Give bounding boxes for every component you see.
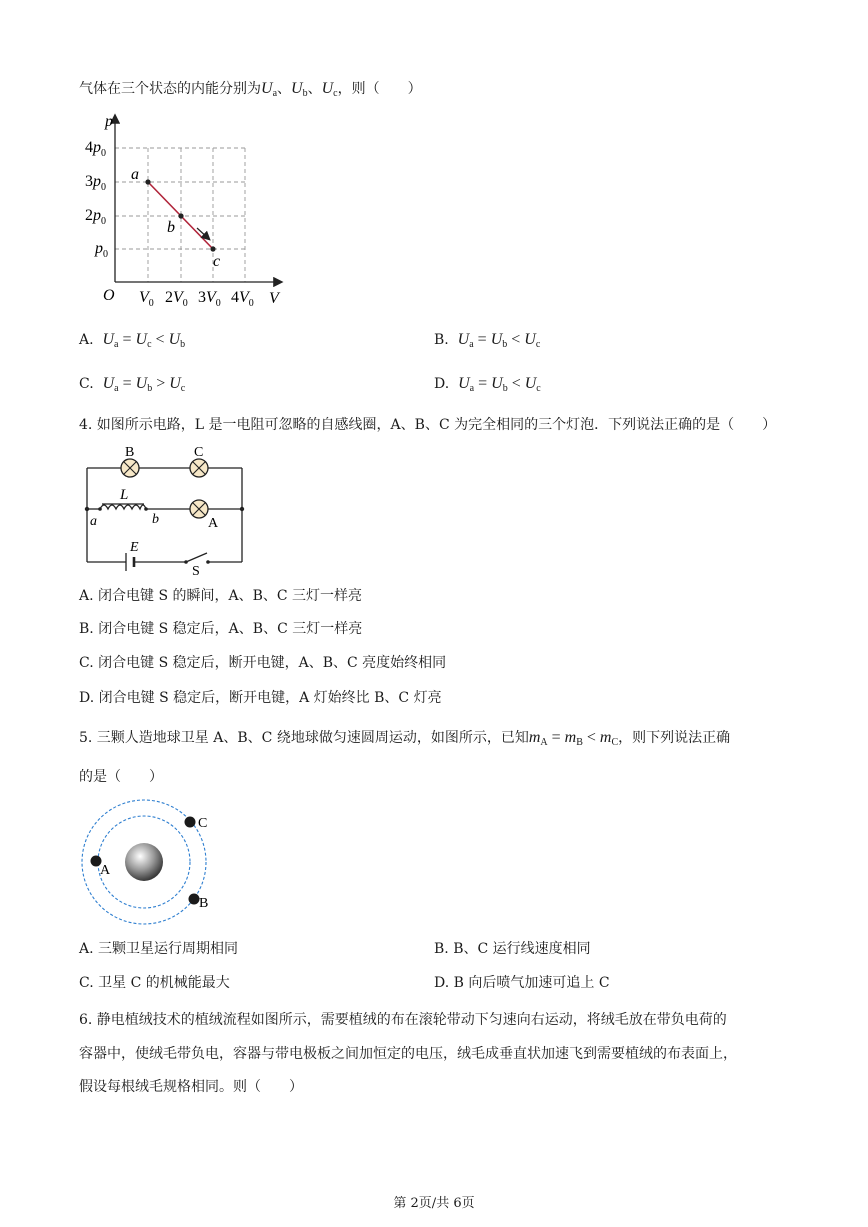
point-b-label: b (167, 219, 175, 236)
label-e: E (130, 540, 139, 555)
q3-option-b[interactable]: B. $U_a = U_b < U_c$ (434, 331, 541, 350)
q6-stem-line3: 假设每根绒毛规格相同。则（ ） (79, 1079, 303, 1095)
q5-option-c[interactable]: C. 卫星 C 的机械能最大 (79, 975, 230, 991)
q4-option-b[interactable]: B. 闭合电键 S 稳定后，A、B、C 三灯一样亮 (79, 621, 363, 637)
label-s: S (192, 564, 200, 579)
origin-label: O (103, 287, 115, 304)
mass-relation: $m_A = m_B < m_C$ (528, 729, 619, 748)
q3-stem: 气体在三个状态的内能分别为$U_a$、$U_b$、$U_c$，则（ ） (79, 80, 422, 99)
q6-stem-line1: 6. 静电植绒技术的植绒流程如图所示，需要植绒的布在滚轮带动下匀速向右运动，将绒毛放在带负电荷的 (79, 1012, 727, 1028)
v-tick-labels (139, 289, 254, 309)
q3-option-c[interactable]: C. $U_a = U_b > U_c$ (79, 375, 186, 394)
q3-option-d[interactable]: D. $U_a = U_b < U_c$ (434, 375, 541, 394)
q3-option-a[interactable]: A. $U_a = U_c < U_b$ (79, 331, 186, 350)
v-tick-4v0: $4V_0$ (231, 289, 254, 309)
state-b-point (178, 213, 183, 218)
p-axis-label: p (105, 113, 113, 130)
label-b: B (125, 445, 135, 460)
inductor-coil (100, 505, 146, 509)
satellite-a-label: A (100, 863, 111, 878)
p-tick-2p0: $2p_0$ (85, 207, 106, 227)
q5-option-d[interactable]: D. B 向后喷气加速可追上 C (434, 975, 610, 991)
v-tick-v0: $V_0$ (139, 289, 154, 309)
label-l: L (120, 487, 129, 503)
switch-lever (186, 553, 207, 562)
point-c-label: c (213, 253, 221, 270)
v-tick-3v0: $3V_0$ (198, 289, 221, 309)
state-c-point (210, 246, 215, 251)
q4-option-d[interactable]: D. 闭合电键 S 稳定后，断开电键，A 灯始终比 B、C 灯亮 (79, 690, 442, 706)
label-a: A (208, 516, 219, 531)
v-tick-2v0: $2V_0$ (165, 289, 188, 309)
lamp-a (190, 500, 208, 518)
circuit-diagram (80, 440, 250, 580)
satellite-b (189, 894, 200, 905)
q5-stem-line2: 的是（ ） (79, 769, 163, 785)
q4-option-a[interactable]: A. 闭合电键 S 的瞬间，A、B、C 三灯一样亮 (79, 588, 363, 604)
v-axis-label: V (269, 290, 279, 307)
p-tick-labels (85, 139, 108, 260)
satellite-b-label: B (199, 896, 209, 911)
q5-option-b[interactable]: B. B、C 运行线速度相同 (434, 941, 591, 957)
q4-option-c[interactable]: C. 闭合电键 S 稳定后，断开电键，A、B、C 亮度始终相同 (79, 655, 447, 671)
terminal-a (98, 507, 102, 511)
q4-stem: 4. 如图所示电路，L 是一电阻可忽略的自感线圈，A、B、C 为完全相同的三个灯泡．下列说法正确的是（ ） (79, 417, 777, 433)
point-a-label: a (131, 166, 139, 183)
p-tick-4p0: $4p_0$ (85, 139, 106, 159)
junction-left (85, 507, 89, 511)
earth (125, 843, 163, 881)
q6-stem-line2: 容器中，使绒毛带负电，容器与带电极板之间加恒定的电压，绒毛成垂直状加速飞到需要植绒的布表面上， (79, 1046, 737, 1062)
pv-graph (85, 112, 295, 317)
satellite-c-label: C (198, 816, 208, 831)
p-tick-p0: $p_0$ (95, 240, 108, 260)
p-tick-3p0: $3p_0$ (85, 173, 106, 193)
label-terminal-b: b (152, 512, 159, 527)
q5-option-a[interactable]: A. 三颗卫星运行周期相同 (79, 941, 239, 957)
q5-stem-line1: 5. 三颗人造地球卫星 A、B、C 绕地球做匀速圆周运动，如图所示，已知$m_A = m_B < m_C$，则下列说法正确 (79, 729, 731, 748)
satellite-orbit-figure (80, 796, 220, 921)
label-terminal-a: a (90, 514, 97, 529)
junction-right (240, 507, 244, 511)
terminal-b (144, 507, 148, 511)
lamp-b (121, 459, 139, 477)
page-footer: 第 2页/共 6页 (393, 1196, 475, 1211)
lamp-c (190, 459, 208, 477)
satellite-c (185, 817, 196, 828)
label-c: C (194, 445, 204, 460)
state-a-point (145, 179, 150, 184)
